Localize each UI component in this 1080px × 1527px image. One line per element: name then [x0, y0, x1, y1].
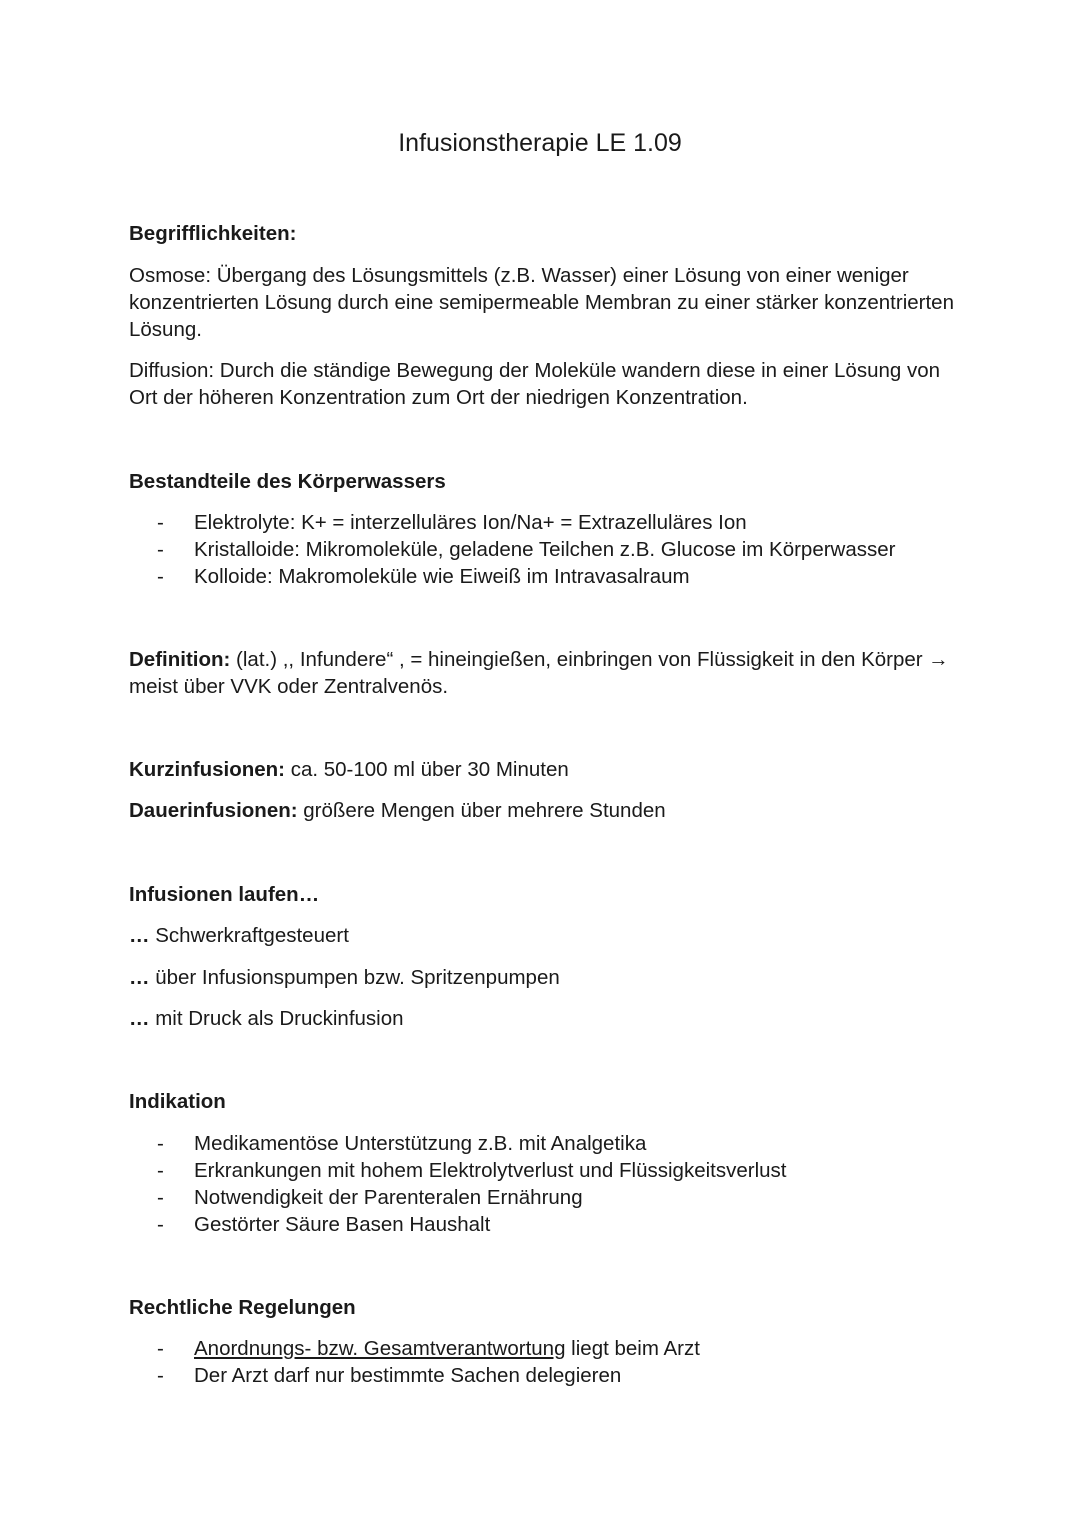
indikation-list-wrap — [129, 1130, 959, 1238]
section-heading: Rechtliche Regelungen — [129, 1296, 356, 1319]
section-heading: Infusionen laufen… — [129, 883, 320, 906]
recht-list — [129, 1335, 959, 1389]
osmose-paragraph — [129, 262, 959, 343]
list-item: - Notwendigkeit der Parenteralen Ernährung — [129, 1184, 959, 1211]
list-item: - Erkrankungen mit hohem Elektrolytverlust und Flüssigkeitsverlust — [129, 1157, 959, 1184]
ellipsis: … — [129, 966, 150, 989]
list-item-rest: liegt beim Arzt — [565, 1337, 700, 1360]
section-indikation — [129, 1088, 959, 1115]
bestandteile-list — [129, 509, 959, 590]
ellipsis: … — [129, 1007, 150, 1030]
indikation-list — [129, 1130, 959, 1238]
diffusion-text: Diffusion: Durch die ständige Bewegung der Moleküle wandern diese in einer Lösung von Ort der höheren Konzentration zum Ort der niedrigen Konzentration. — [129, 359, 941, 409]
section-heading: Begrifflichkeiten: — [129, 222, 297, 245]
laufen-text: Schwerkraftgesteuert — [149, 924, 349, 947]
underlined-term: Anordnungs- bzw. Gesamtverantwortung — [194, 1337, 566, 1360]
definition-paragraph — [129, 646, 959, 700]
list-item: - Kristalloide: Mikromoleküle, geladene Teilchen z.B. Glucose im Körperwasser — [129, 536, 959, 563]
section-heading: Bestandteile des Körperwassers — [129, 470, 446, 493]
bestandteile-list-wrap — [129, 509, 959, 590]
dauerinfusionen-label: Dauerinfusionen: — [129, 799, 298, 822]
laufen-item-2 — [129, 964, 959, 991]
definition-text: (lat.) ,, Infundere“ , = hineingießen, einbringen von Flüssigkeit in den Körper → meist über VVK oder Zentralvenös. — [129, 648, 949, 698]
osmose-text: Osmose: Übergang des Lösungsmittels (z.B. Wasser) einer Lösung von einer weniger konzentrierten Lösung durch eine semipermeable Membran zu einer stärker konzentrierten Lösung. — [129, 264, 954, 341]
laufen-text: über Infusionspumpen bzw. Spritzenpumpen — [149, 966, 560, 989]
section-heading: Indikation — [129, 1090, 226, 1113]
list-item: - Medikamentöse Unterstützung z.B. mit Analgetika — [129, 1130, 959, 1157]
section-begrifflichkeiten — [129, 220, 959, 247]
diffusion-paragraph — [129, 357, 959, 411]
kurzinfusionen-line — [129, 756, 959, 783]
recht-list-wrap — [129, 1335, 959, 1389]
kurzinfusionen-label: Kurzinfusionen: — [129, 758, 286, 781]
list-item: - Gestörter Säure Basen Haushalt — [129, 1211, 959, 1238]
dauerinfusionen-line — [129, 797, 959, 824]
laufen-text: mit Druck als Druckinfusion — [149, 1007, 404, 1030]
list-item: - Der Arzt darf nur bestimmte Sachen delegieren — [129, 1362, 959, 1389]
laufen-item-3 — [129, 1005, 959, 1032]
list-item — [129, 1335, 959, 1362]
section-bestandteile — [129, 468, 959, 495]
section-infusionen-laufen — [129, 881, 959, 908]
dauerinfusionen-text: größere Mengen über mehrere Stunden — [297, 799, 666, 822]
page-title: Infusionstherapie LE 1.09 — [398, 129, 682, 157]
section-rechtliche-regelungen — [129, 1294, 959, 1321]
definition-label: Definition: — [129, 648, 231, 671]
ellipsis: … — [129, 924, 150, 947]
list-item: - Kolloide: Makromoleküle wie Eiweiß im Intravasalraum — [129, 563, 959, 590]
laufen-item-1 — [129, 922, 959, 949]
kurzinfusionen-text: ca. 50-100 ml über 30 Minuten — [285, 758, 569, 781]
list-item: - Elektrolyte: K+ = interzelluläres Ion/Na+ = Extrazelluläres Ion — [129, 509, 959, 536]
